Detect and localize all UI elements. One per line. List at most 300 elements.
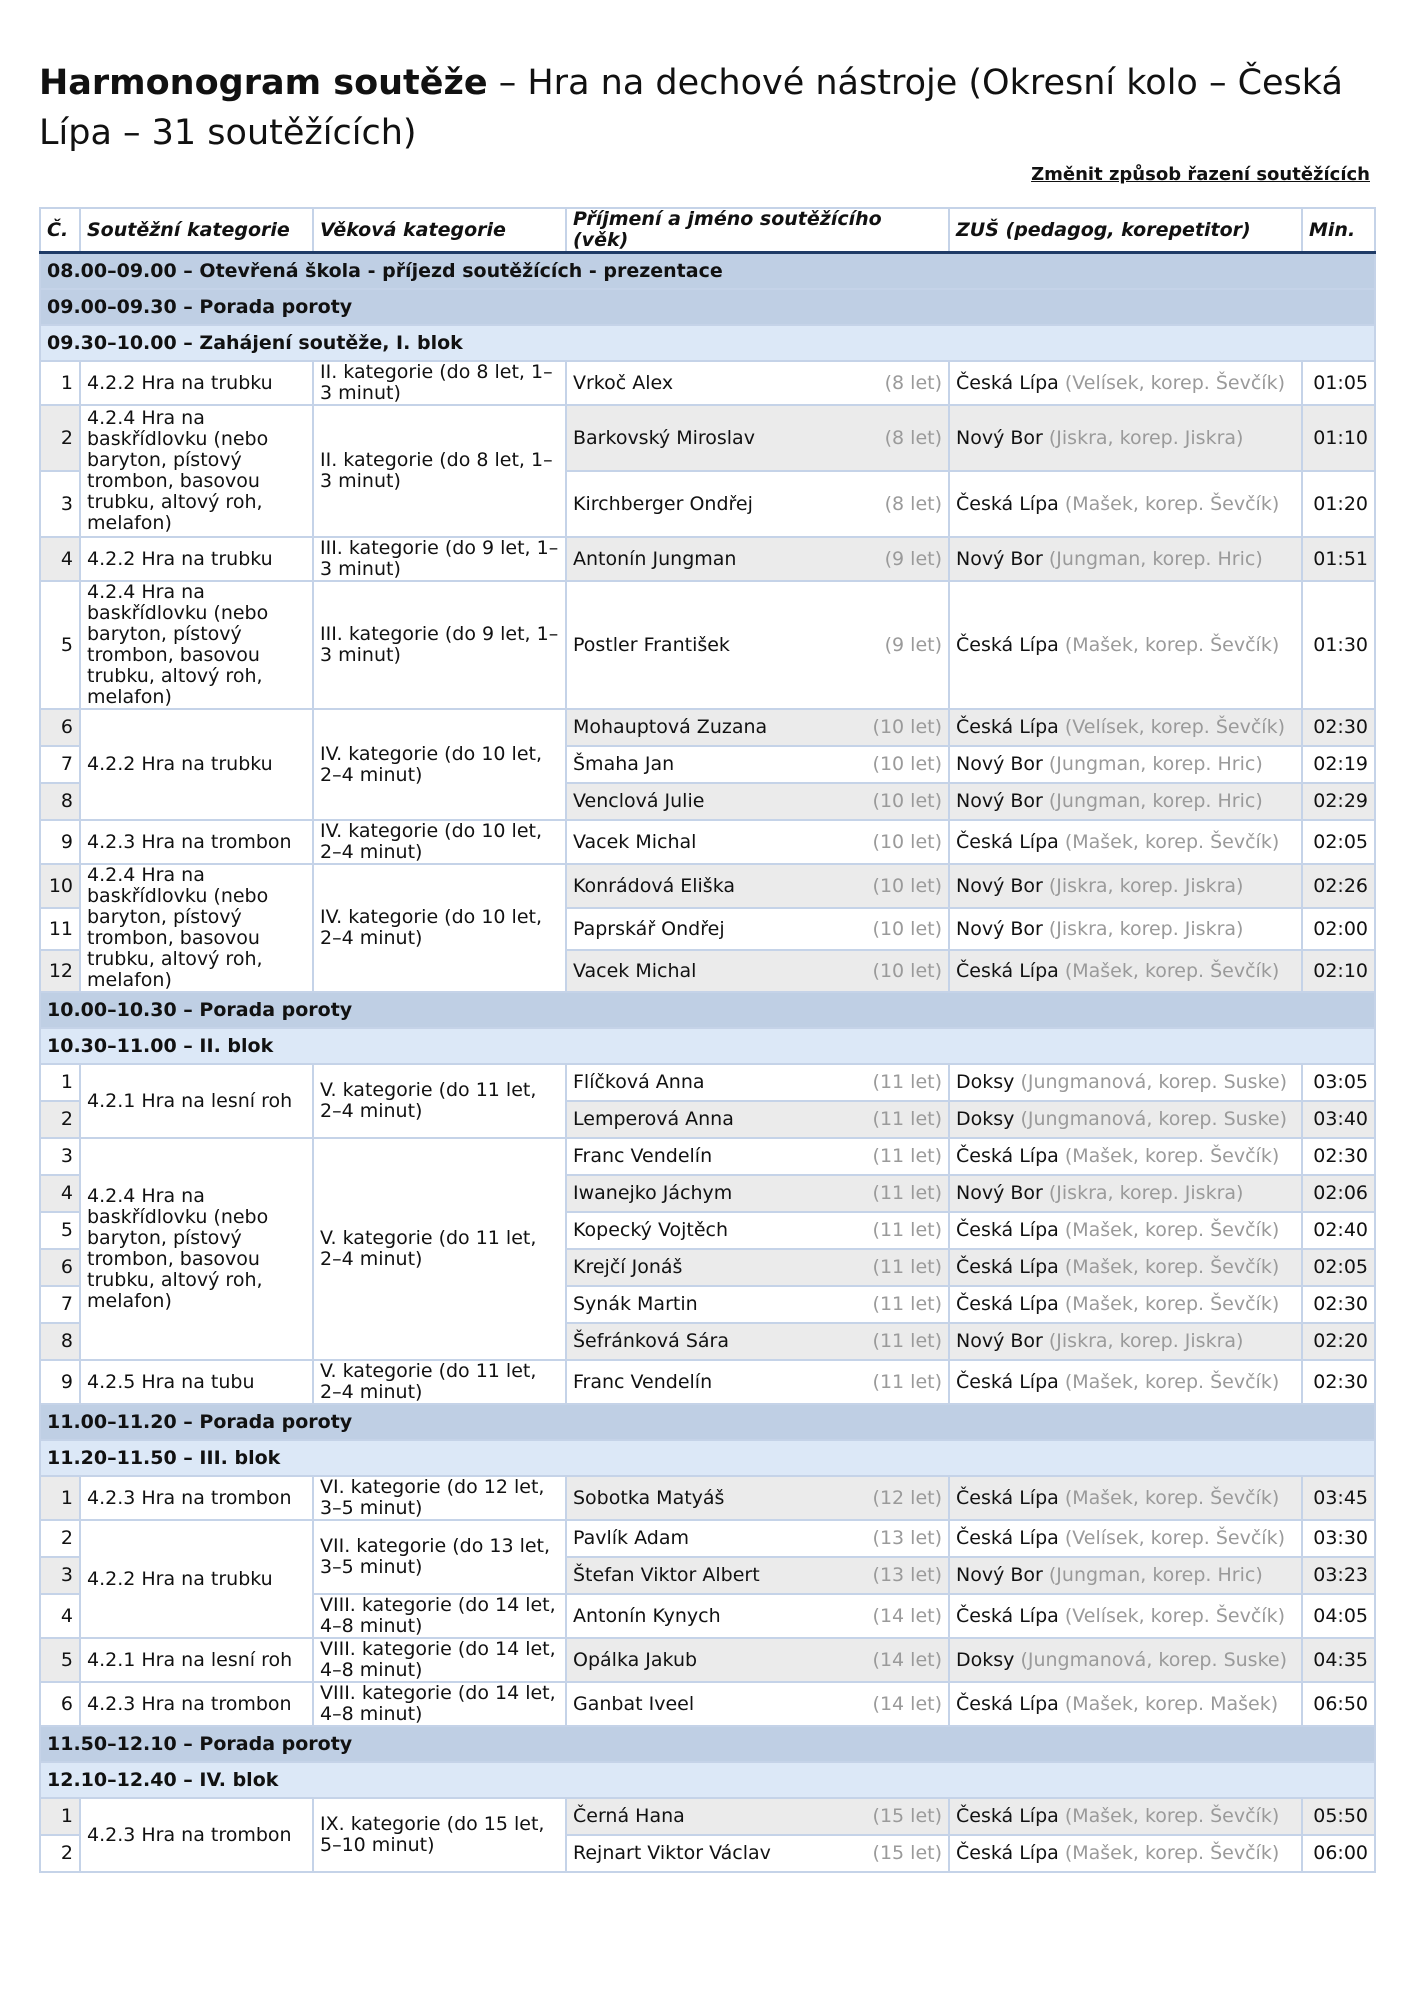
teacher-accompanist: (Velísek, korep. Ševčík) bbox=[1064, 371, 1285, 394]
performance-minutes: 02:40 bbox=[1302, 1212, 1375, 1249]
teacher-accompanist: (Mašek, korep. Ševčík) bbox=[1064, 1486, 1280, 1509]
organizational-section-row bbox=[40, 1726, 1375, 1762]
competitor-name: Štefan Viktor Albert bbox=[573, 1564, 760, 1586]
competitor-cell bbox=[566, 405, 949, 471]
performance-minutes: 02:29 bbox=[1302, 783, 1375, 820]
teacher-accompanist: (Jiskra, korep. Jiskra) bbox=[1048, 1182, 1244, 1204]
competitor-cell bbox=[566, 950, 949, 992]
school-name: Doksy bbox=[956, 1648, 1015, 1671]
competitor-name: Antonín Jungman bbox=[573, 547, 737, 570]
competitor-cell bbox=[566, 864, 949, 908]
competitor-cell bbox=[566, 1798, 949, 1835]
competitor-name: Rejnart Viktor Václav bbox=[573, 1842, 771, 1864]
performance-minutes: 02:26 bbox=[1302, 864, 1375, 908]
competitor-name: Synák Martin bbox=[573, 1293, 698, 1315]
section-heading: 11.50–12.10 – Porada poroty bbox=[40, 1726, 1375, 1762]
competitor-name: Antonín Kynych bbox=[573, 1604, 721, 1627]
school-cell bbox=[949, 1835, 1302, 1872]
section-heading: 09.30–10.00 – Zahájení soutěže, I. blok bbox=[40, 325, 1375, 361]
school-name: Nový Bor bbox=[956, 547, 1043, 570]
table-row bbox=[40, 1638, 1375, 1682]
competitor-cell bbox=[566, 1101, 949, 1138]
competitor-cell bbox=[566, 1682, 949, 1726]
school-cell bbox=[949, 1212, 1302, 1249]
competitor-name: Krejčí Jonáš bbox=[573, 1256, 683, 1278]
performance-minutes: 05:50 bbox=[1302, 1798, 1375, 1835]
performance-minutes: 06:50 bbox=[1302, 1682, 1375, 1726]
competition-category: 4.2.4 Hra na baskřídlovku (nebo baryton, pístový trombon, basovou trubku, altový roh, melafon) bbox=[80, 405, 313, 537]
performance-minutes: 03:05 bbox=[1302, 1064, 1375, 1101]
competitor-cell bbox=[566, 1212, 949, 1249]
school-name: Česká Lípa bbox=[956, 1805, 1059, 1827]
table-row bbox=[40, 537, 1375, 581]
row-number: 3 bbox=[40, 1557, 80, 1594]
school-cell bbox=[949, 1476, 1302, 1520]
age-category: VII. kategorie (do 13 let, 3–5 minut) bbox=[313, 1520, 566, 1594]
table-row bbox=[40, 405, 1375, 471]
competitor-age: (15 let) bbox=[872, 1842, 942, 1864]
age-category: V. kategorie (do 11 let, 2–4 minut) bbox=[313, 1360, 566, 1404]
competition-category: 4.2.2 Hra na trubku bbox=[80, 361, 313, 405]
competition-category: 4.2.4 Hra na baskřídlovku (nebo baryton, pístový trombon, basovou trubku, altový roh, melafon) bbox=[80, 864, 313, 992]
teacher-accompanist: (Jungman, korep. Hric) bbox=[1048, 790, 1263, 812]
school-name: Česká Lípa bbox=[956, 1842, 1059, 1864]
competitor-cell bbox=[566, 1323, 949, 1360]
competitor-age: (8 let) bbox=[884, 426, 942, 449]
competitor-cell bbox=[566, 1476, 949, 1520]
school-cell bbox=[949, 746, 1302, 783]
teacher-accompanist: (Mašek, korep. Ševčík) bbox=[1064, 1256, 1280, 1278]
competitor-age: (11 let) bbox=[872, 1219, 942, 1241]
school-cell bbox=[949, 1101, 1302, 1138]
competition-category: 4.2.4 Hra na baskřídlovku (nebo baryton, pístový trombon, basovou trubku, altový roh, melafon) bbox=[80, 1138, 313, 1360]
age-category: IV. kategorie (do 10 let, 2–4 minut) bbox=[313, 864, 566, 992]
competitor-age: (9 let) bbox=[884, 547, 942, 570]
row-number: 10 bbox=[40, 864, 80, 908]
block-section-row bbox=[40, 325, 1375, 361]
school-name: Česká Lípa bbox=[956, 716, 1059, 738]
teacher-accompanist: (Jungmanová, korep. Suske) bbox=[1020, 1108, 1288, 1130]
age-category: VIII. kategorie (do 14 let, 4–8 minut) bbox=[313, 1638, 566, 1682]
school-cell bbox=[949, 1360, 1302, 1404]
table-row bbox=[40, 864, 1375, 908]
row-number: 1 bbox=[40, 1798, 80, 1835]
school-cell bbox=[949, 537, 1302, 581]
school-cell bbox=[949, 864, 1302, 908]
row-number: 3 bbox=[40, 471, 80, 537]
teacher-accompanist: (Mašek, korep. Ševčík) bbox=[1064, 1219, 1280, 1241]
competitor-name: Kirchberger Ondřej bbox=[573, 492, 753, 515]
school-cell bbox=[949, 1138, 1302, 1175]
teacher-accompanist: (Jiskra, korep. Jiskra) bbox=[1048, 1330, 1244, 1352]
row-number: 5 bbox=[40, 1638, 80, 1682]
competitor-age: (10 let) bbox=[872, 753, 942, 775]
competitor-name: Sobotka Matyáš bbox=[573, 1486, 725, 1509]
school-name: Nový Bor bbox=[956, 790, 1043, 812]
competitor-age: (8 let) bbox=[884, 492, 942, 515]
competitor-cell bbox=[566, 783, 949, 820]
school-name: Nový Bor bbox=[956, 874, 1043, 897]
competition-category: 4.2.1 Hra na lesní roh bbox=[80, 1638, 313, 1682]
performance-minutes: 01:10 bbox=[1302, 405, 1375, 471]
row-number: 4 bbox=[40, 537, 80, 581]
competitor-age: (11 let) bbox=[872, 1145, 942, 1167]
school-cell bbox=[949, 405, 1302, 471]
competitor-name: Flíčková Anna bbox=[573, 1071, 705, 1093]
competitor-age: (12 let) bbox=[872, 1486, 942, 1509]
competition-category: 4.2.2 Hra na trubku bbox=[80, 537, 313, 581]
school-cell bbox=[949, 1557, 1302, 1594]
competition-category: 4.2.5 Hra na tubu bbox=[80, 1360, 313, 1404]
school-cell bbox=[949, 950, 1302, 992]
school-name: Česká Lípa bbox=[956, 1256, 1059, 1278]
row-number: 2 bbox=[40, 1101, 80, 1138]
competitor-name: Vacek Michal bbox=[573, 830, 697, 853]
school-cell bbox=[949, 1323, 1302, 1360]
row-number: 11 bbox=[40, 908, 80, 950]
performance-minutes: 02:30 bbox=[1302, 1360, 1375, 1404]
row-number: 1 bbox=[40, 1064, 80, 1101]
row-number: 3 bbox=[40, 1138, 80, 1175]
school-cell bbox=[949, 1682, 1302, 1726]
competitor-name: Venclová Julie bbox=[573, 790, 705, 812]
competitor-name: Šefránková Sára bbox=[573, 1330, 729, 1352]
school-cell bbox=[949, 471, 1302, 537]
school-cell bbox=[949, 1064, 1302, 1101]
teacher-accompanist: (Mašek, korep. Ševčík) bbox=[1064, 1805, 1280, 1827]
age-category: VIII. kategorie (do 14 let, 4–8 minut) bbox=[313, 1594, 566, 1638]
school-name: Česká Lípa bbox=[956, 1370, 1059, 1393]
competitor-cell bbox=[566, 1360, 949, 1404]
school-cell bbox=[949, 581, 1302, 709]
competition-category: 4.2.2 Hra na trubku bbox=[80, 1520, 313, 1638]
age-category: VI. kategorie (do 12 let, 3–5 minut) bbox=[313, 1476, 566, 1520]
teacher-accompanist: (Jungman, korep. Hric) bbox=[1048, 1564, 1263, 1586]
school-name: Česká Lípa bbox=[956, 1604, 1059, 1627]
teacher-accompanist: (Jiskra, korep. Jiskra) bbox=[1048, 917, 1244, 940]
competitor-name: Kopecký Vojtěch bbox=[573, 1219, 728, 1241]
competitor-age: (9 let) bbox=[884, 633, 942, 656]
teacher-accompanist: (Mašek, korep. Ševčík) bbox=[1064, 830, 1280, 853]
teacher-accompanist: (Jiskra, korep. Jiskra) bbox=[1048, 426, 1244, 449]
teacher-accompanist: (Jungmanová, korep. Suske) bbox=[1020, 1648, 1288, 1671]
teacher-accompanist: (Mašek, korep. Ševčík) bbox=[1064, 1842, 1280, 1864]
competitor-age: (14 let) bbox=[872, 1648, 942, 1671]
schedule-table bbox=[39, 207, 1376, 1873]
row-number: 6 bbox=[40, 1682, 80, 1726]
competitor-name: Ganbat Iveel bbox=[573, 1692, 695, 1715]
school-cell bbox=[949, 783, 1302, 820]
col-header-category: Soutěžní kategorie bbox=[80, 208, 313, 253]
performance-minutes: 01:51 bbox=[1302, 537, 1375, 581]
competitor-age: (11 let) bbox=[872, 1108, 942, 1130]
competitor-name: Černá Hana bbox=[573, 1805, 685, 1827]
performance-minutes: 01:20 bbox=[1302, 471, 1375, 537]
school-name: Česká Lípa bbox=[956, 830, 1059, 853]
competitor-age: (10 let) bbox=[872, 830, 942, 853]
teacher-accompanist: (Mašek, korep. Ševčík) bbox=[1064, 633, 1280, 656]
organizational-section-row bbox=[40, 253, 1375, 290]
age-category: IX. kategorie (do 15 let, 5–10 minut) bbox=[313, 1798, 566, 1872]
performance-minutes: 02:30 bbox=[1302, 1286, 1375, 1323]
school-name: Nový Bor bbox=[956, 917, 1043, 940]
competition-category: 4.2.3 Hra na trombon bbox=[80, 1798, 313, 1872]
competitor-cell bbox=[566, 1138, 949, 1175]
table-row bbox=[40, 820, 1375, 864]
school-cell bbox=[949, 361, 1302, 405]
section-heading: 10.00–10.30 – Porada poroty bbox=[40, 992, 1375, 1028]
table-row bbox=[40, 361, 1375, 405]
school-name: Doksy bbox=[956, 1071, 1015, 1093]
competitor-cell bbox=[566, 1638, 949, 1682]
competitor-name: Konrádová Eliška bbox=[573, 874, 736, 897]
competitor-cell bbox=[566, 1064, 949, 1101]
teacher-accompanist: (Jungman, korep. Hric) bbox=[1048, 547, 1263, 570]
page-title bbox=[39, 58, 1379, 158]
competition-category: 4.2.1 Hra na lesní roh bbox=[80, 1064, 313, 1138]
age-category: IV. kategorie (do 10 let, 2–4 minut) bbox=[313, 709, 566, 820]
school-name: Česká Lípa bbox=[956, 492, 1059, 515]
competitor-cell bbox=[566, 537, 949, 581]
competitor-age: (11 let) bbox=[872, 1182, 942, 1204]
performance-minutes: 02:00 bbox=[1302, 908, 1375, 950]
school-cell bbox=[949, 820, 1302, 864]
school-name: Česká Lípa bbox=[956, 1145, 1059, 1167]
table-row bbox=[40, 1064, 1375, 1101]
age-category: III. kategorie (do 9 let, 1–3 minut) bbox=[313, 581, 566, 709]
competitor-cell bbox=[566, 820, 949, 864]
block-section-row bbox=[40, 1762, 1375, 1798]
teacher-accompanist: (Mašek, korep. Ševčík) bbox=[1064, 1293, 1280, 1315]
row-number: 4 bbox=[40, 1594, 80, 1638]
school-cell bbox=[949, 1175, 1302, 1212]
age-category: V. kategorie (do 11 let, 2–4 minut) bbox=[313, 1138, 566, 1360]
teacher-accompanist: (Mašek, korep. Mašek) bbox=[1064, 1692, 1279, 1715]
competitor-cell bbox=[566, 1175, 949, 1212]
block-section-row bbox=[40, 1440, 1375, 1476]
competitor-age: (11 let) bbox=[872, 1370, 942, 1393]
age-category: VIII. kategorie (do 14 let, 4–8 minut) bbox=[313, 1682, 566, 1726]
competitor-cell bbox=[566, 1594, 949, 1638]
competitor-name: Lemperová Anna bbox=[573, 1108, 734, 1130]
school-name: Nový Bor bbox=[956, 753, 1043, 775]
school-cell bbox=[949, 1594, 1302, 1638]
school-name: Nový Bor bbox=[956, 426, 1043, 449]
performance-minutes: 04:05 bbox=[1302, 1594, 1375, 1638]
section-heading: 10.30–11.00 – II. blok bbox=[40, 1028, 1375, 1064]
school-name: Nový Bor bbox=[956, 1330, 1043, 1352]
competitor-name: Vacek Michal bbox=[573, 959, 697, 982]
school-name: Česká Lípa bbox=[956, 959, 1059, 982]
row-number: 9 bbox=[40, 820, 80, 864]
table-row bbox=[40, 1682, 1375, 1726]
competition-category: 4.2.2 Hra na trubku bbox=[80, 709, 313, 820]
competitor-age: (11 let) bbox=[872, 1330, 942, 1352]
performance-minutes: 03:45 bbox=[1302, 1476, 1375, 1520]
row-number: 2 bbox=[40, 405, 80, 471]
table-row bbox=[40, 1476, 1375, 1520]
row-number: 8 bbox=[40, 783, 80, 820]
age-category: II. kategorie (do 8 let, 1–3 minut) bbox=[313, 361, 566, 405]
teacher-accompanist: (Velísek, korep. Ševčík) bbox=[1064, 716, 1285, 738]
school-name: Česká Lípa bbox=[956, 1692, 1059, 1715]
performance-minutes: 04:35 bbox=[1302, 1638, 1375, 1682]
competitor-name: Paprskář Ondřej bbox=[573, 917, 725, 940]
section-heading: 08.00–09.00 – Otevřená škola - příjezd soutěžících - prezentace bbox=[40, 253, 1375, 290]
row-number: 2 bbox=[40, 1520, 80, 1557]
competitor-age: (11 let) bbox=[872, 1293, 942, 1315]
competition-category: 4.2.4 Hra na baskřídlovku (nebo baryton, pístový trombon, basovou trubku, altový roh, melafon) bbox=[80, 581, 313, 709]
competitor-cell bbox=[566, 581, 949, 709]
row-number: 6 bbox=[40, 709, 80, 746]
competitor-name: Franc Vendelín bbox=[573, 1145, 713, 1167]
row-number: 7 bbox=[40, 746, 80, 783]
competitor-cell bbox=[566, 1557, 949, 1594]
school-name: Česká Lípa bbox=[956, 1293, 1059, 1315]
school-name: Česká Lípa bbox=[956, 371, 1059, 394]
competitor-name: Postler František bbox=[573, 633, 730, 656]
organizational-section-row bbox=[40, 992, 1375, 1028]
table-row bbox=[40, 1798, 1375, 1835]
school-cell bbox=[949, 1286, 1302, 1323]
competitor-name: Iwanejko Jáchym bbox=[573, 1182, 733, 1204]
row-number: 5 bbox=[40, 581, 80, 709]
teacher-accompanist: (Mašek, korep. Ševčík) bbox=[1064, 959, 1280, 982]
table-row bbox=[40, 1360, 1375, 1404]
competitor-age: (10 let) bbox=[872, 959, 942, 982]
performance-minutes: 03:30 bbox=[1302, 1520, 1375, 1557]
row-number: 1 bbox=[40, 1476, 80, 1520]
teacher-accompanist: (Mašek, korep. Ševčík) bbox=[1064, 1145, 1280, 1167]
performance-minutes: 02:30 bbox=[1302, 1138, 1375, 1175]
performance-minutes: 03:23 bbox=[1302, 1557, 1375, 1594]
performance-minutes: 01:30 bbox=[1302, 581, 1375, 709]
row-number: 6 bbox=[40, 1249, 80, 1286]
teacher-accompanist: (Jungman, korep. Hric) bbox=[1048, 753, 1263, 775]
col-header-school: ZUŠ (pedagog, korepetitor) bbox=[949, 208, 1302, 253]
performance-minutes: 02:05 bbox=[1302, 1249, 1375, 1286]
col-header-age-category: Věková kategorie bbox=[313, 208, 566, 253]
competitor-name: Vrkoč Alex bbox=[573, 371, 674, 394]
competitor-cell bbox=[566, 1835, 949, 1872]
school-name: Nový Bor bbox=[956, 1182, 1043, 1204]
section-heading: 11.00–11.20 – Porada poroty bbox=[40, 1404, 1375, 1440]
competitor-name: Barkovský Miroslav bbox=[573, 426, 755, 449]
competitor-age: (13 let) bbox=[872, 1527, 942, 1549]
col-header-minutes: Min. bbox=[1302, 208, 1375, 253]
competition-category: 4.2.3 Hra na trombon bbox=[80, 1476, 313, 1520]
row-number: 8 bbox=[40, 1323, 80, 1360]
change-sort-link[interactable]: Změnit způsob řazení soutěžících bbox=[1031, 164, 1370, 185]
competitor-age: (14 let) bbox=[872, 1604, 942, 1627]
teacher-accompanist: (Mašek, korep. Ševčík) bbox=[1064, 492, 1280, 515]
competitor-age: (10 let) bbox=[872, 917, 942, 940]
section-heading: 09.00–09.30 – Porada poroty bbox=[40, 289, 1375, 325]
row-number: 4 bbox=[40, 1175, 80, 1212]
competitor-age: (15 let) bbox=[872, 1805, 942, 1827]
table-row bbox=[40, 709, 1375, 746]
organizational-section-row bbox=[40, 1404, 1375, 1440]
school-cell bbox=[949, 908, 1302, 950]
competition-category: 4.2.3 Hra na trombon bbox=[80, 820, 313, 864]
competitor-name: Opálka Jakub bbox=[573, 1648, 698, 1671]
row-number: 5 bbox=[40, 1212, 80, 1249]
competitor-cell bbox=[566, 908, 949, 950]
school-cell bbox=[949, 1249, 1302, 1286]
competitor-cell bbox=[566, 1520, 949, 1557]
competitor-cell bbox=[566, 746, 949, 783]
performance-minutes: 02:10 bbox=[1302, 950, 1375, 992]
school-cell bbox=[949, 709, 1302, 746]
row-number: 7 bbox=[40, 1286, 80, 1323]
school-name: Česká Lípa bbox=[956, 1219, 1059, 1241]
competitor-name: Šmaha Jan bbox=[573, 753, 675, 775]
competitor-cell bbox=[566, 361, 949, 405]
competitor-age: (10 let) bbox=[872, 716, 942, 738]
teacher-accompanist: (Jungmanová, korep. Suske) bbox=[1020, 1071, 1288, 1093]
competitor-age: (10 let) bbox=[872, 790, 942, 812]
row-number: 1 bbox=[40, 361, 80, 405]
block-section-row bbox=[40, 1028, 1375, 1064]
competitor-age: (11 let) bbox=[872, 1256, 942, 1278]
performance-minutes: 02:06 bbox=[1302, 1175, 1375, 1212]
schedule-body bbox=[40, 253, 1375, 1873]
competitor-cell bbox=[566, 709, 949, 746]
school-cell bbox=[949, 1798, 1302, 1835]
competitor-cell bbox=[566, 1249, 949, 1286]
section-heading: 12.10–12.40 – IV. blok bbox=[40, 1762, 1375, 1798]
competitor-age: (13 let) bbox=[872, 1564, 942, 1586]
competitor-age: (14 let) bbox=[872, 1692, 942, 1715]
competitor-age: (10 let) bbox=[872, 874, 942, 897]
teacher-accompanist: (Mašek, korep. Ševčík) bbox=[1064, 1370, 1280, 1393]
performance-minutes: 02:30 bbox=[1302, 709, 1375, 746]
performance-minutes: 06:00 bbox=[1302, 1835, 1375, 1872]
competitor-name: Mohauptová Zuzana bbox=[573, 716, 768, 738]
performance-minutes: 01:05 bbox=[1302, 361, 1375, 405]
age-category: IV. kategorie (do 10 let, 2–4 minut) bbox=[313, 820, 566, 864]
school-name: Česká Lípa bbox=[956, 633, 1059, 656]
performance-minutes: 02:20 bbox=[1302, 1323, 1375, 1360]
competitor-name: Pavlík Adam bbox=[573, 1527, 689, 1549]
teacher-accompanist: (Jiskra, korep. Jiskra) bbox=[1048, 874, 1244, 897]
performance-minutes: 02:19 bbox=[1302, 746, 1375, 783]
col-header-competitor: Příjmení a jméno soutěžícího (věk) bbox=[566, 208, 949, 253]
title-rest: – Hra na dechové nástroje (Okresní kolo – Česká Lípa – 31 soutěžících) bbox=[39, 63, 1343, 153]
school-name: Česká Lípa bbox=[956, 1527, 1059, 1549]
competitor-cell bbox=[566, 471, 949, 537]
competitor-cell bbox=[566, 1286, 949, 1323]
row-number: 9 bbox=[40, 1360, 80, 1404]
performance-minutes: 03:40 bbox=[1302, 1101, 1375, 1138]
teacher-accompanist: (Velísek, korep. Ševčík) bbox=[1064, 1527, 1285, 1549]
age-category: V. kategorie (do 11 let, 2–4 minut) bbox=[313, 1064, 566, 1138]
performance-minutes: 02:05 bbox=[1302, 820, 1375, 864]
row-number: 2 bbox=[40, 1835, 80, 1872]
teacher-accompanist: (Velísek, korep. Ševčík) bbox=[1064, 1604, 1285, 1627]
competitor-age: (11 let) bbox=[872, 1071, 942, 1093]
table-header-row bbox=[40, 208, 1375, 253]
table-row bbox=[40, 1520, 1375, 1557]
row-number: 12 bbox=[40, 950, 80, 992]
school-name: Nový Bor bbox=[956, 1564, 1043, 1586]
col-header-no: Č. bbox=[40, 208, 80, 253]
competition-category: 4.2.3 Hra na trombon bbox=[80, 1682, 313, 1726]
table-row bbox=[40, 581, 1375, 709]
school-cell bbox=[949, 1520, 1302, 1557]
school-name: Česká Lípa bbox=[956, 1486, 1059, 1509]
competitor-age: (8 let) bbox=[884, 371, 942, 394]
